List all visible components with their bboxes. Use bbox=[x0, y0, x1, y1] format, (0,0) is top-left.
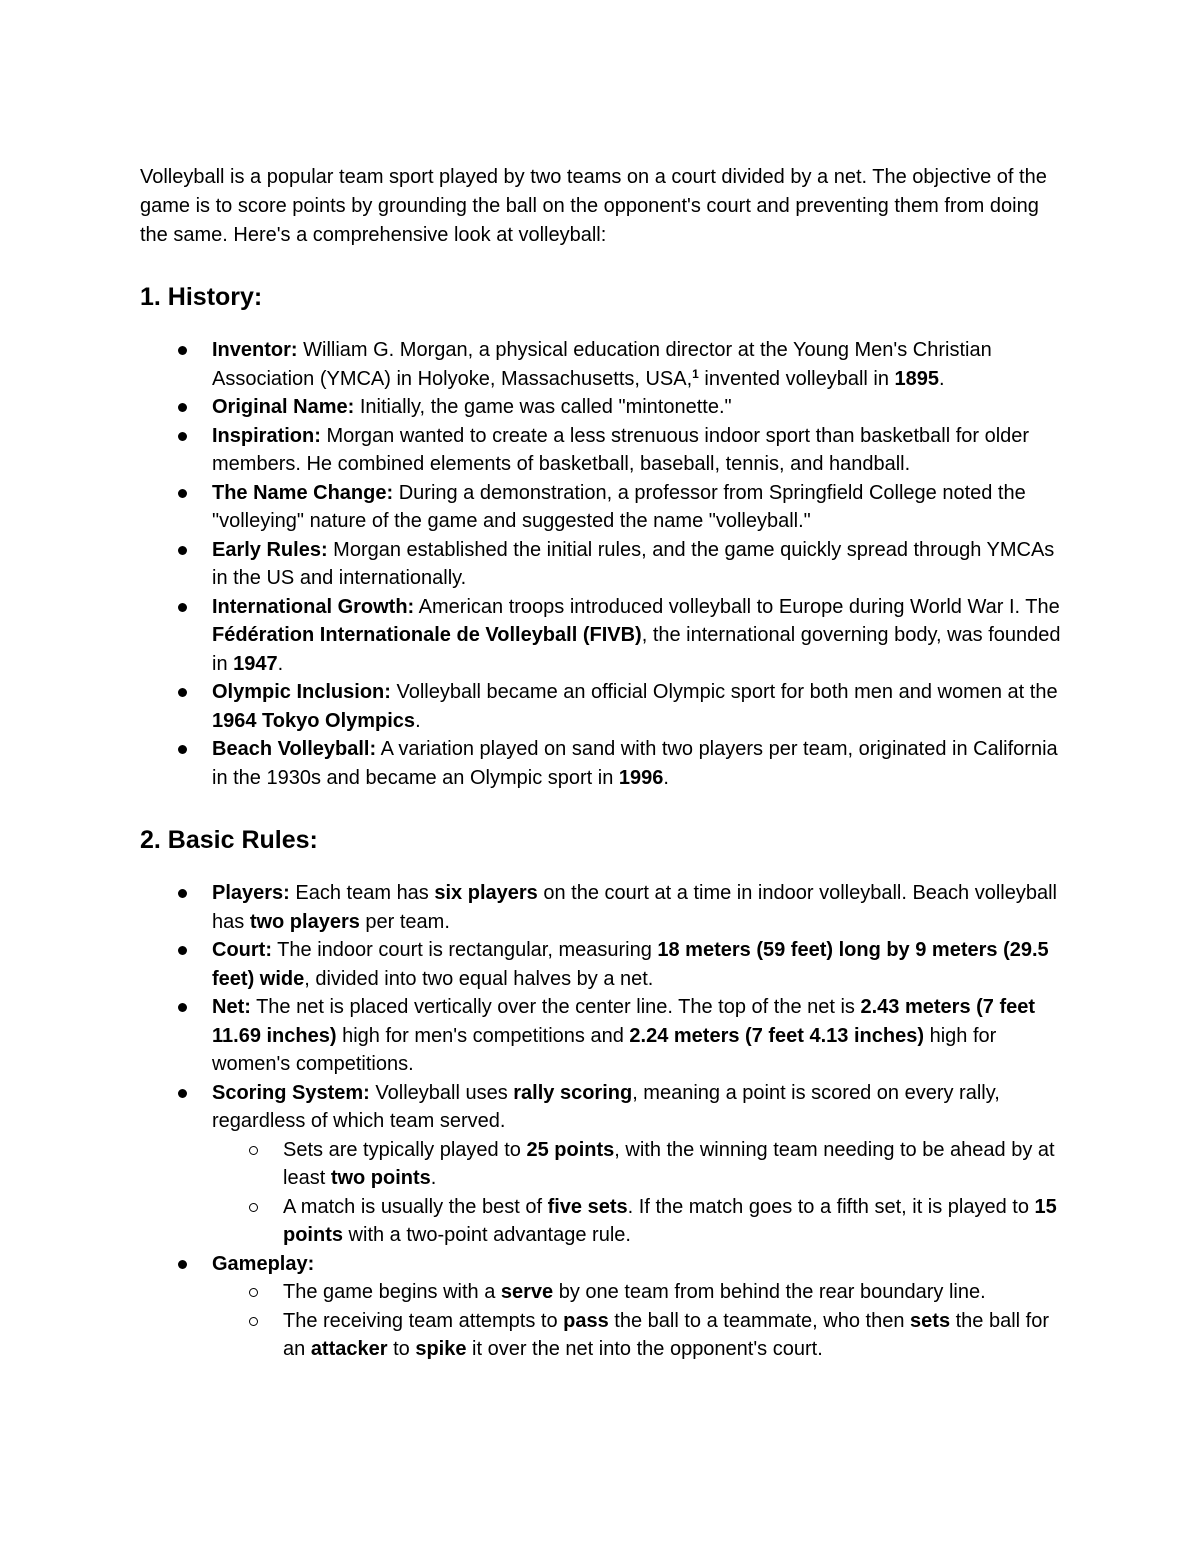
list-item: Inventor: William G. Morgan, a physical education director at the Young Men's Christian Association (YMCA) in Holyoke, Massachusetts, USA,$^1$ invented volleyball in 1895. bbox=[140, 336, 1070, 393]
bullet-icon bbox=[178, 688, 187, 697]
bullet-icon bbox=[178, 546, 187, 555]
bullet-icon bbox=[178, 432, 187, 441]
hollow-bullet-icon bbox=[249, 1146, 258, 1155]
bullet-icon bbox=[178, 1089, 187, 1098]
sublist-item: A match is usually the best of five sets. If the match goes to a fifth set, it is played to 15 points with a two-point advantage rule. bbox=[212, 1193, 1070, 1250]
history-heading: 1. History: bbox=[140, 283, 263, 311]
list-item: The Name Change: During a demonstration, a professor from Springfield College noted the "volleying" nature of the game and suggested the name "volleyball." bbox=[140, 479, 1070, 536]
bullet-icon bbox=[178, 1003, 187, 1012]
sublist-item: The receiving team attempts to pass the ball to a teammate, who then sets the ball for an attacker to spike it over the net into the opponent's court. bbox=[212, 1307, 1070, 1364]
list-item: Gameplay: The game begins with a serve by one team from behind the rear boundary line. The receiving team attempts to pass the ball to a teammate, who then sets the ball for an attacker to spike it over the net into the opponent's court. bbox=[140, 1250, 1070, 1364]
document-page bbox=[140, 163, 1070, 1364]
intro-paragraph: Volleyball is a popular team sport played by two teams on a court divided by a net. The objective of the game is to score points by grounding the ball on the opponent's court and preventing them from doing the same. Here's a comprehensive look at volleyball: bbox=[140, 166, 1047, 246]
sublist-item: Sets are typically played to 25 points, with the winning team needing to be ahead by at least two points. bbox=[212, 1136, 1070, 1193]
bullet-icon bbox=[178, 489, 187, 498]
list-item: Original Name: Initially, the game was called "mintonette." bbox=[140, 393, 1070, 422]
list-item: Players: Each team has six players on the court at a time in indoor volleyball. Beach volleyball has two players per team. bbox=[140, 879, 1070, 936]
bullet-icon bbox=[178, 603, 187, 612]
bullet-icon bbox=[178, 1260, 187, 1269]
list-item: Inspiration: Morgan wanted to create a less strenuous indoor sport than basketball for older members. He combined elements of basketball, baseball, tennis, and handball. bbox=[140, 422, 1070, 479]
list-item: Scoring System: Volleyball uses rally scoring, meaning a point is scored on every rally, regardless of which team served. Sets are typically played to 25 points, with the winning team needing to be ahead by at least two points. A match is usually the best of five sets. If the match goes to a fifth set, it is played to 15 points with a two-point advantage rule. bbox=[140, 1079, 1070, 1250]
bullet-icon bbox=[178, 889, 187, 898]
sublist-item: The game begins with a serve by one team from behind the rear boundary line. bbox=[212, 1278, 1070, 1307]
scoring-sublist bbox=[212, 1136, 1070, 1250]
hollow-bullet-icon bbox=[249, 1317, 258, 1326]
hollow-bullet-icon bbox=[249, 1288, 258, 1297]
list-item: Court: The indoor court is rectangular, measuring 18 meters (59 feet) long by 9 meters (29.5 feet) wide, divided into two equal halves by a net. bbox=[140, 936, 1070, 993]
gameplay-sublist bbox=[212, 1278, 1070, 1364]
list-item: Early Rules: Morgan established the initial rules, and the game quickly spread through YMCAs in the US and internationally. bbox=[140, 536, 1070, 593]
list-item: Beach Volleyball: A variation played on sand with two players per team, originated in California in the 1930s and became an Olympic sport in 1996. bbox=[140, 735, 1070, 792]
bullet-icon bbox=[178, 946, 187, 955]
list-item: Olympic Inclusion: Volleyball became an official Olympic sport for both men and women at the 1964 Tokyo Olympics. bbox=[140, 678, 1070, 735]
list-item: Net: The net is placed vertically over the center line. The top of the net is 2.43 meters (7 feet 11.69 inches) high for men's competitions and 2.24 meters (7 feet 4.13 inches) high for women's competitions. bbox=[140, 993, 1070, 1079]
rules-list bbox=[140, 879, 1070, 1364]
bullet-icon bbox=[178, 403, 187, 412]
footnote-ref[interactable]: 1 bbox=[692, 366, 699, 381]
bullet-icon bbox=[178, 745, 187, 754]
list-item: International Growth: American troops introduced volleyball to Europe during World War I. The Fédération Internationale de Volleyball (FIVB), the international governing body, was founded in 1947. bbox=[140, 593, 1070, 679]
rules-heading: 2. Basic Rules: bbox=[140, 826, 318, 854]
hollow-bullet-icon bbox=[249, 1203, 258, 1212]
history-list bbox=[140, 336, 1070, 792]
bullet-icon bbox=[178, 346, 187, 355]
